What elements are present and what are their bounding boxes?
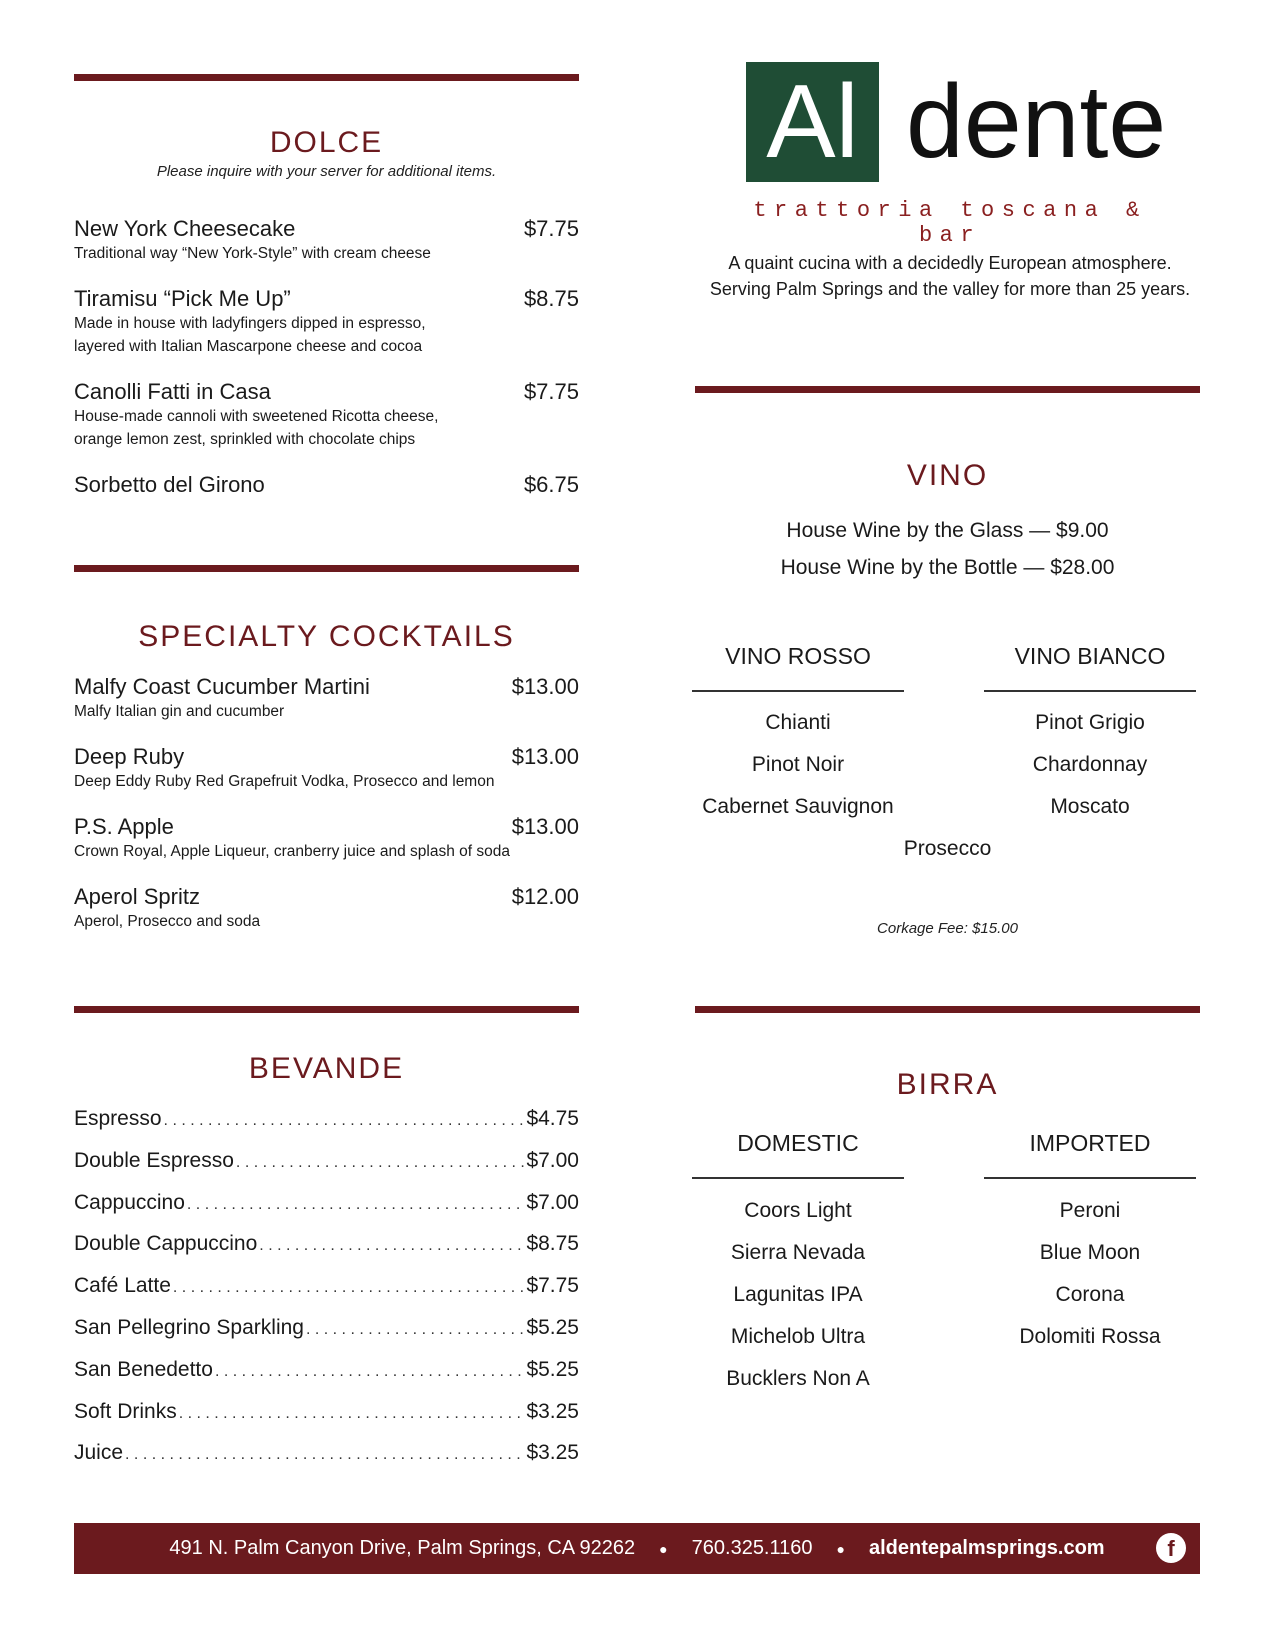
- item-desc: House-made cannoli with sweetened Ricotta cheese,: [74, 408, 439, 425]
- item-desc: Aperol, Prosecco and soda: [74, 913, 261, 930]
- vino-bianco-underline: [984, 690, 1196, 692]
- item-name: Double Espresso: [74, 1148, 234, 1172]
- list-item: [74, 1358, 579, 1400]
- bevande-title: BEVANDE: [248, 1052, 405, 1085]
- item-desc: Crown Royal, Apple Liqueur, cranberry juice and splash of soda: [74, 843, 510, 860]
- item-name: Canolli Fatti in Casa: [74, 379, 271, 404]
- logo-mark: Al: [746, 62, 879, 182]
- birra-title: BIRRA: [896, 1068, 999, 1101]
- brand-intro: [700, 250, 1200, 302]
- domestic-heading: DOMESTIC: [737, 1130, 859, 1156]
- item-desc: Deep Eddy Ruby Red Grapefruit Vodka, Prosecco and lemon: [74, 773, 495, 790]
- item-desc: layered with Italian Mascarpone cheese and cocoa: [74, 338, 423, 355]
- bevande-list: [74, 1107, 579, 1483]
- menu-item: [74, 472, 579, 498]
- item-price: $12.00: [511, 884, 579, 909]
- list-item: [74, 1274, 579, 1316]
- vino-top-rule: [695, 386, 1200, 393]
- cocktails-title: SPECIALTY COCKTAILS: [138, 620, 515, 653]
- item-name: Deep Ruby: [74, 744, 185, 769]
- menu-item: [74, 286, 579, 358]
- menu-item: [74, 379, 579, 451]
- leader-dots: [306, 1321, 524, 1339]
- item-price: $8.75: [523, 286, 579, 311]
- list-item: [74, 1400, 579, 1442]
- cocktails-top-rule: [74, 565, 579, 572]
- leader-dots: [187, 1196, 525, 1214]
- item-name: P.S. Apple: [74, 814, 174, 839]
- item-name: New York Cheesecake: [74, 216, 296, 241]
- list-item: Dolomiti Rossa: [1019, 1325, 1161, 1348]
- vino-rosso-list: [672, 711, 924, 837]
- list-item: [74, 1107, 579, 1149]
- menu-item: [74, 744, 579, 793]
- domestic-beer-list: [692, 1199, 904, 1409]
- intro-line: Serving Palm Springs and the valley for more than 25 years.: [709, 279, 1191, 299]
- vino-bianco-heading: VINO BIANCO: [1014, 643, 1166, 669]
- item-price: $6.75: [523, 472, 579, 497]
- domestic-underline: [692, 1177, 904, 1179]
- footer-website-link[interactable]: aldentepalmsprings.com: [868, 1537, 1105, 1559]
- imported-underline: [984, 1177, 1196, 1179]
- vino-title: VINO: [906, 459, 989, 492]
- item-name: Juice: [74, 1441, 124, 1465]
- item-desc: Made in house with ladyfingers dipped in espresso,: [74, 315, 426, 332]
- list-item: Chardonnay: [1032, 753, 1148, 776]
- bevande-top-rule: [74, 1006, 579, 1013]
- leader-dots: [179, 1405, 525, 1423]
- item-price: $7.00: [526, 1148, 579, 1172]
- item-desc: Malfy Italian gin and cucumber: [74, 703, 285, 720]
- vino-sparkling: Prosecco: [903, 837, 992, 860]
- menu-item: [74, 674, 579, 723]
- item-name: Café Latte: [74, 1274, 171, 1298]
- leader-dots: [215, 1363, 524, 1381]
- item-price: $7.75: [523, 379, 579, 404]
- item-price: $7.00: [526, 1190, 579, 1214]
- list-item: [74, 1232, 579, 1274]
- imported-heading: IMPORTED: [1029, 1130, 1151, 1156]
- facebook-icon[interactable]: f: [1156, 1533, 1186, 1563]
- brand-tagline: trattoria toscana & bar: [753, 198, 1147, 248]
- list-item: Chianti: [765, 711, 831, 734]
- item-price: $7.75: [526, 1274, 579, 1298]
- dolce-title: DOLCE: [269, 126, 384, 159]
- leader-dots: [259, 1237, 524, 1255]
- bullet-separator: ●: [659, 1540, 668, 1557]
- item-name: San Benedetto: [74, 1357, 213, 1381]
- leader-dots: [164, 1112, 525, 1130]
- item-desc: Traditional way “New York-Style” with cream cheese: [74, 245, 431, 262]
- list-item: Sierra Nevada: [730, 1241, 866, 1264]
- item-price: $4.75: [526, 1107, 579, 1130]
- list-item: [74, 1149, 579, 1191]
- list-item: [74, 1316, 579, 1358]
- leader-dots: [125, 1446, 524, 1464]
- item-price: $3.25: [526, 1441, 579, 1465]
- footer-address: 491 N. Palm Canyon Drive, Palm Springs, CA 92262: [169, 1537, 636, 1559]
- item-price: $8.75: [526, 1232, 579, 1256]
- house-wine-bottle: House Wine by the Bottle — $28.00: [780, 556, 1115, 579]
- item-price: $7.75: [523, 216, 579, 241]
- list-item: [74, 1441, 579, 1483]
- corkage-fee: Corkage Fee: $15.00: [877, 920, 1018, 937]
- menu-item: [74, 216, 579, 265]
- menu-item: [74, 884, 579, 933]
- leader-dots: [236, 1154, 525, 1172]
- imported-beer-list: [984, 1199, 1196, 1367]
- item-price: $5.25: [526, 1315, 579, 1339]
- leader-dots: [173, 1279, 525, 1297]
- vino-rosso-heading: VINO ROSSO: [725, 643, 871, 669]
- item-name: Double Cappuccino: [74, 1232, 258, 1256]
- bullet-separator: ●: [836, 1540, 845, 1557]
- menu-item: [74, 814, 579, 863]
- list-item: Coors Light: [744, 1199, 852, 1222]
- dolce-note: Please inquire with your server for additional items.: [156, 163, 497, 180]
- list-item: Pinot Grigio: [1035, 711, 1145, 734]
- item-name: Malfy Coast Cucumber Martini: [74, 674, 370, 699]
- list-item: Corona: [1055, 1283, 1125, 1306]
- vino-bianco-list: [984, 711, 1196, 837]
- list-item: Cabernet Sauvignon: [702, 795, 894, 818]
- item-name: Aperol Spritz: [74, 884, 200, 909]
- item-price: $3.25: [526, 1399, 579, 1423]
- dolce-top-rule: [74, 74, 579, 81]
- list-item: Pinot Noir: [751, 753, 845, 776]
- item-price: $13.00: [511, 814, 579, 839]
- item-name: Soft Drinks: [74, 1399, 177, 1423]
- item-price: $5.25: [526, 1357, 579, 1381]
- list-item: Michelob Ultra: [730, 1325, 866, 1348]
- vino-rosso-underline: [692, 690, 904, 692]
- footer-bar: [74, 1523, 1200, 1574]
- intro-line: A quaint cucina with a decidedly European atmosphere.: [728, 253, 1172, 273]
- item-desc: orange lemon zest, sprinkled with chocolate chips: [74, 431, 416, 448]
- list-item: Bucklers Non A: [726, 1367, 870, 1390]
- item-name: Espresso: [74, 1107, 162, 1130]
- item-price: $13.00: [511, 674, 579, 699]
- list-item: [74, 1191, 579, 1233]
- footer-phone[interactable]: 760.325.1160: [691, 1537, 813, 1559]
- item-price: $13.00: [511, 744, 579, 769]
- list-item: Moscato: [1050, 795, 1130, 818]
- house-wine-glass: House Wine by the Glass — $9.00: [786, 519, 1109, 542]
- logo-wordmark: dente: [906, 64, 1167, 180]
- item-name: Sorbetto del Girono: [74, 472, 265, 497]
- birra-top-rule: [695, 1006, 1200, 1013]
- item-name: Tiramisu “Pick Me Up”: [74, 286, 291, 311]
- item-name: Cappuccino: [74, 1190, 185, 1214]
- item-name: San Pellegrino Sparkling: [74, 1315, 304, 1339]
- list-item: Lagunitas IPA: [733, 1283, 863, 1306]
- list-item: Blue Moon: [1039, 1241, 1141, 1264]
- list-item: Peroni: [1059, 1199, 1121, 1222]
